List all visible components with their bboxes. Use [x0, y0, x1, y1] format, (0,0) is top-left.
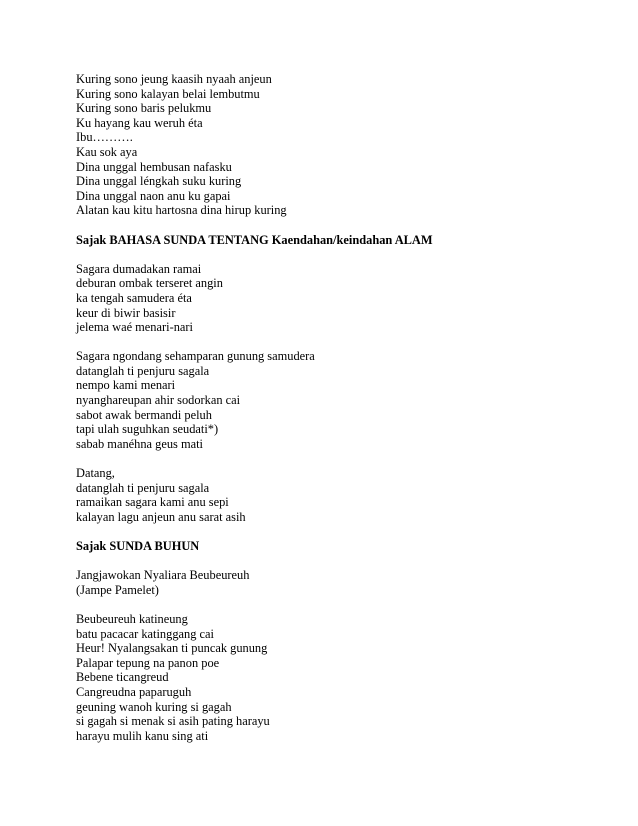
stanza-6	[76, 612, 596, 743]
section-heading-alam: Sajak BAHASA SUNDA TENTANG Kaendahan/keindahan ALAM	[76, 232, 433, 247]
poem-line: Kuring sono kalayan belai lembutmu	[76, 86, 260, 101]
poem-line: deburan ombak terseret angin	[76, 276, 223, 291]
poem-line: Bebene ticangreud	[76, 670, 169, 685]
poem-line: sabot awak bermandi peluh	[76, 407, 212, 422]
stanza-4	[76, 466, 596, 524]
poem-line: tapi ulah suguhkan seudati*)	[76, 422, 219, 437]
poem-line: kalayan lagu anjeun anu sarat asih	[76, 509, 246, 524]
poem-line: Ibu……….	[76, 130, 133, 145]
poem-line: Alatan kau kitu hartosna dina hirup kuring	[76, 203, 287, 218]
poem-line: keur di biwir basisir	[76, 305, 176, 320]
poem-line: Kuring sono jeung kaasih nyaah anjeun	[76, 72, 272, 86]
stanza-5	[76, 568, 596, 597]
blank-line	[76, 597, 596, 612]
poem-line: ramaikan sagara kami anu sepi	[76, 495, 229, 510]
poem-line: Dina unggal hembusan nafasku	[76, 159, 232, 174]
poem-line: Ku hayang kau weruh éta	[76, 115, 203, 130]
stanza-3	[76, 349, 596, 451]
poem-line: geuning wanoh kuring si gagah	[76, 699, 232, 714]
poem-line: (Jampe Pamelet)	[76, 582, 159, 597]
stanza-1	[76, 72, 596, 218]
poem-line: Jangjawokan Nyaliara Beubeureuh	[76, 568, 250, 583]
poem-line: Datang,	[76, 466, 115, 481]
blank-line	[76, 554, 596, 569]
blank-line	[76, 451, 596, 466]
blank-line	[76, 247, 596, 262]
poem-line: Kuring sono baris pelukmu	[76, 101, 212, 116]
stanza-2	[76, 262, 596, 335]
document-body	[76, 72, 596, 743]
poem-line: batu pacacar katinggang cai	[76, 626, 214, 641]
poem-line: Heur! Nyalangsakan ti puncak gunung	[76, 641, 268, 656]
poem-line: Dina unggal léngkah suku kuring	[76, 174, 242, 189]
poem-line: datanglah ti penjuru sagala	[76, 363, 210, 378]
poem-line: Palapar tepung na panon poe	[76, 655, 220, 670]
poem-line: Dina unggal naon anu ku gapai	[76, 188, 231, 203]
poem-line: ka tengah samudera éta	[76, 290, 192, 305]
blank-line	[76, 335, 596, 350]
poem-line: si gagah si menak si asih pating harayu	[76, 714, 270, 729]
poem-line: Kau sok aya	[76, 144, 138, 159]
poem-line: Cangreudna paparuguh	[76, 684, 192, 699]
poem-line: jelema waé menari-nari	[76, 320, 193, 335]
poem-line: nempo kami menari	[76, 378, 176, 393]
section-heading-buhun: Sajak SUNDA BUHUN	[76, 539, 200, 553]
poem-line: datanglah ti penjuru sagala	[76, 480, 210, 495]
poem-line: Sagara ngondang sehamparan gunung samudera	[76, 349, 315, 364]
blank-line	[76, 218, 596, 233]
poem-line: sabab manéhna geus mati	[76, 436, 203, 451]
poem-line: Beubeureuh katineung	[76, 611, 188, 626]
poem-line: nyanghareupan ahir sodorkan cai	[76, 393, 241, 408]
poem-line: harayu mulih kanu sing ati	[76, 728, 209, 743]
blank-line	[76, 524, 596, 539]
poem-line: Sagara dumadakan ramai	[76, 261, 202, 276]
